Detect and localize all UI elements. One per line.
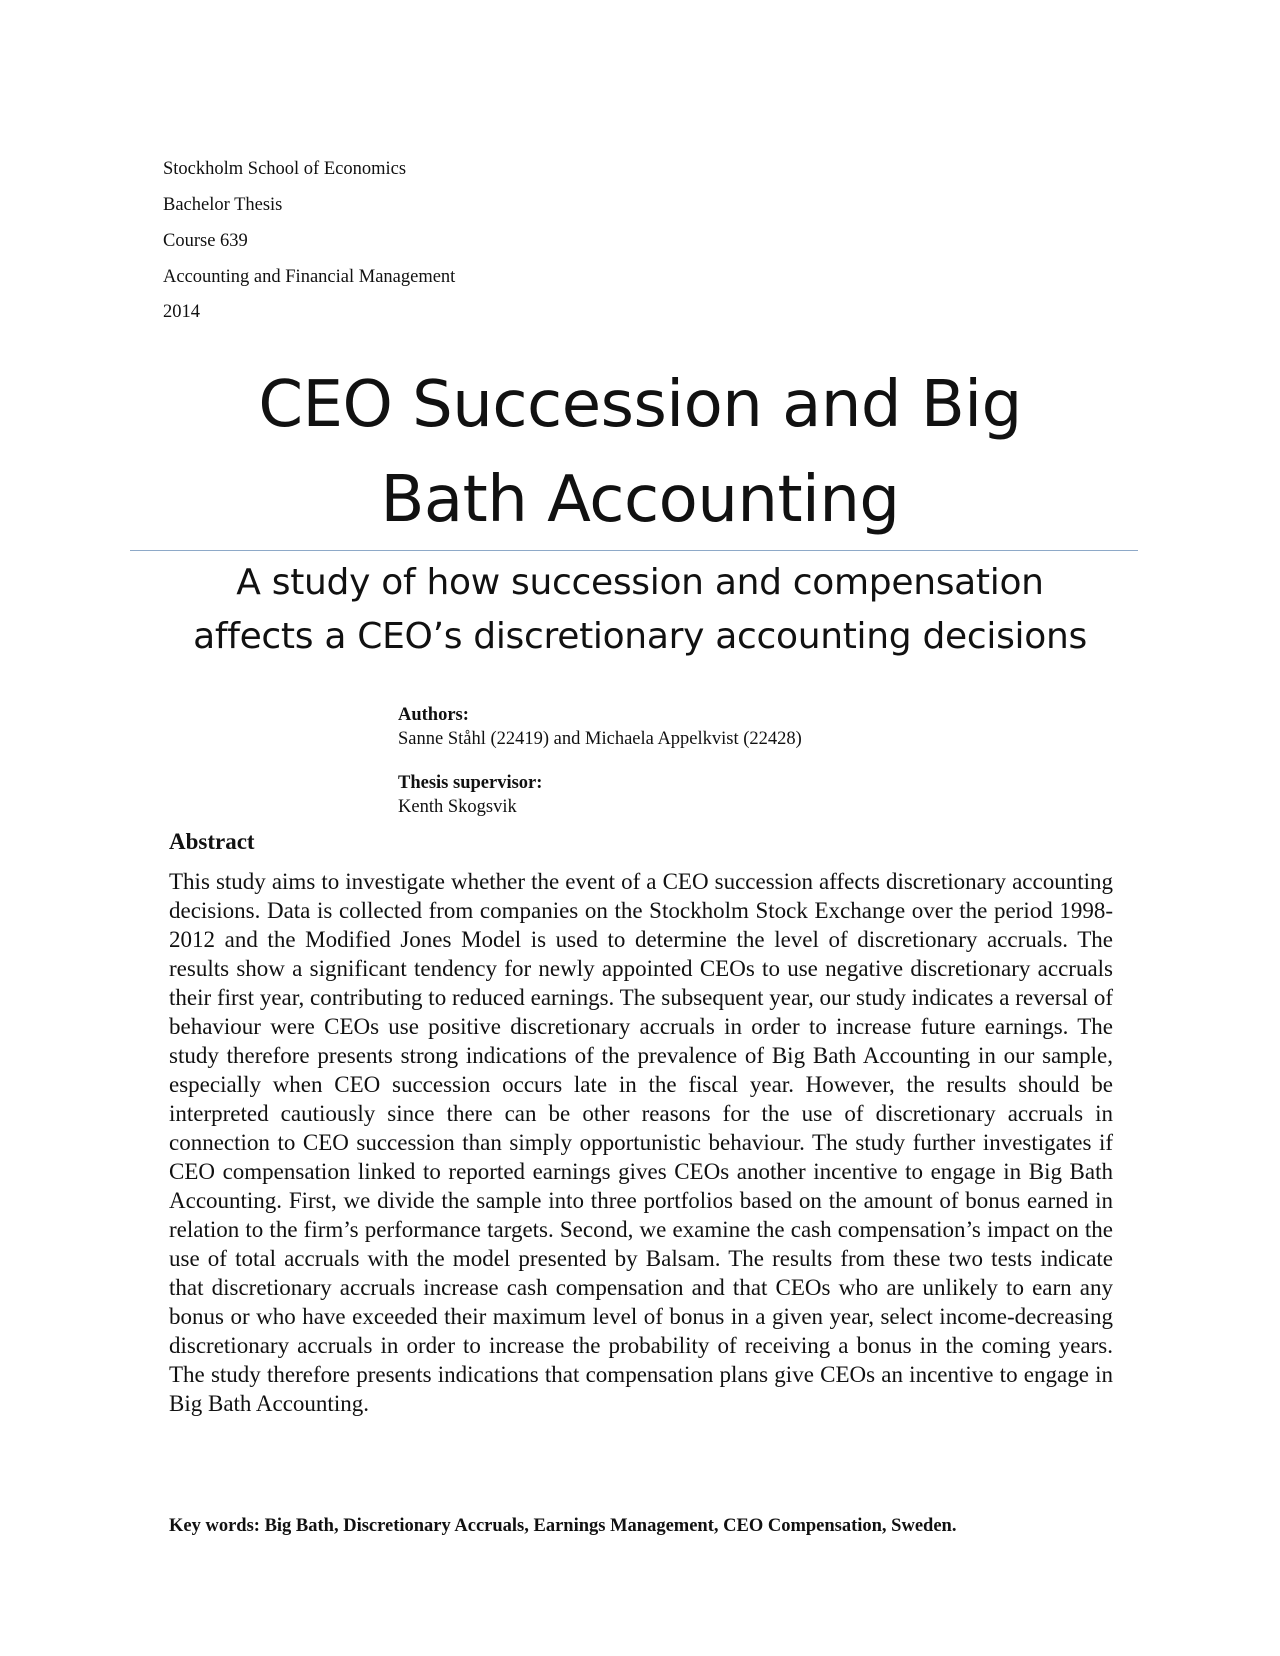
authors-label: Authors: xyxy=(398,705,469,725)
supervisor-label: Thesis supervisor: xyxy=(398,773,543,793)
subtitle xyxy=(100,556,1180,664)
subtitle-line-1: A study of how succession and compensation xyxy=(236,562,1044,603)
thesis-year: 2014 xyxy=(163,302,200,322)
page-title xyxy=(100,358,1180,548)
title-line-1: CEO Succession and Big xyxy=(258,368,1022,442)
course-subject: Accounting and Financial Management xyxy=(163,267,456,287)
subtitle-line-2: affects a CEO’s discretionary accounting decisions xyxy=(193,616,1087,657)
authors-names: Sanne Ståhl (22419) and Michaela Appelkvist (22428) xyxy=(398,729,802,749)
supervisor-name: Kenth Skogsvik xyxy=(398,797,517,817)
thesis-type: Bachelor Thesis xyxy=(163,195,283,215)
title-line-2: Bath Accounting xyxy=(380,463,900,537)
school-name: Stockholm School of Economics xyxy=(163,159,407,179)
title-divider xyxy=(130,550,1138,551)
abstract-text: This study aims to investigate whether the event of a CEO succession affects discretionary accounting decisions. Data is collected from companies on the Stockholm Stock Exchange over the period 1998-2012 and the Modified Jones Model is used to determine the level of discretionary accruals. The results show a significant tendency for newly appointed CEOs to use negative discretionary accruals their first year, contributing to reduced earnings. The subsequent year, our study indicates a reversal of behaviour were CEOs use positive discretionary accruals in order to increase future earnings. The study therefore presents strong indications of the prevalence of Big Bath Accounting in our sample, especially when CEO succession occurs late in the fiscal year. However, the results should be interpreted cautiously since there can be other reasons for the use of discretionary accruals in connection to CEO succession than simply opportunistic behaviour. The study further investigates if CEO compensation linked to reported earnings gives CEOs another incentive to engage in Big Bath Accounting. First, we divide the sample into three portfolios based on the amount of bonus earned in relation to the firm’s performance targets. Second, we examine the cash compensation’s impact on the use of total accruals with the model presented by Balsam. The results from these two tests indicate that discretionary accruals increase cash compensation and that CEOs who are unlikely to earn any bonus or who have exceeded their maximum level of bonus in a given year, select income-decreasing discretionary accruals in order to increase the probability of receiving a bonus in the coming years. The study therefore presents indications that compensation plans give CEOs an incentive to engage in Big Bath Accounting. xyxy=(169,869,1113,1416)
course-number: Course 639 xyxy=(163,231,248,251)
keywords: Key words: Big Bath, Discretionary Accruals, Earnings Management, CEO Compensation, Sweden. xyxy=(169,1516,957,1536)
abstract-heading: Abstract xyxy=(169,829,255,854)
